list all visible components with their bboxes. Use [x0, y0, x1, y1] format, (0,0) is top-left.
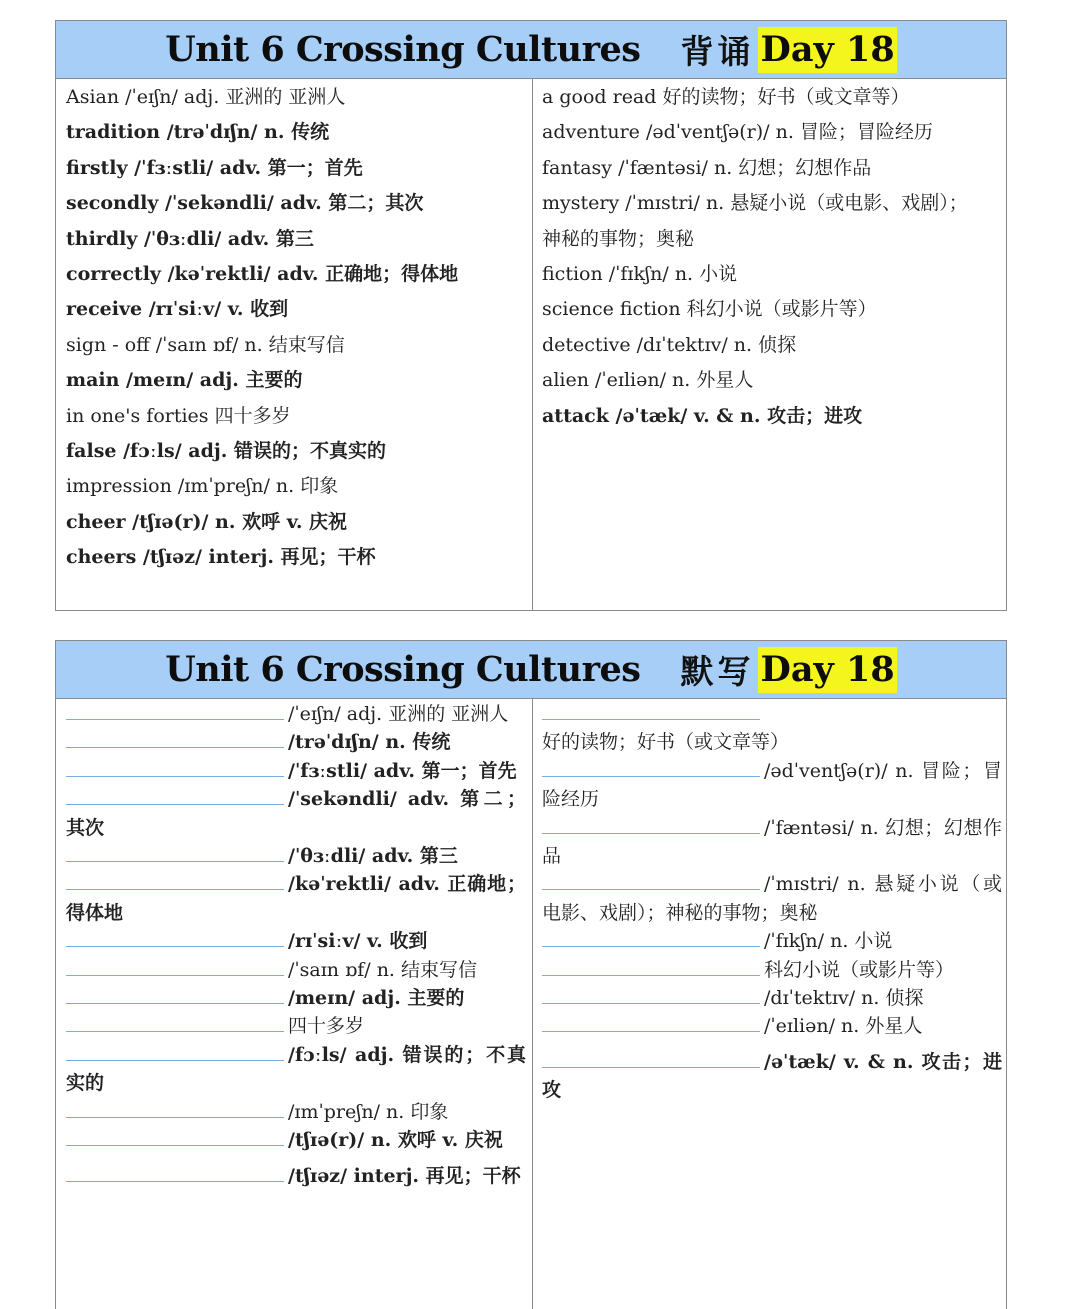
- dictation-hint: /ˈmɪstri/ n. 悬疑小说（或电影、戏剧）；神秘的事物；奥秘: [542, 873, 1002, 924]
- vocab-entry: thirdly /ˈθɜːdli/ adv. 第三: [66, 227, 314, 250]
- dictation-entry: [542, 700, 1002, 757]
- dictation-hint: /ˈsekəndli/ adv. 第二；其次: [66, 788, 526, 839]
- vocab-entry: fantasy /ˈfæntəsi/ n. 幻想；幻想作品: [542, 156, 872, 179]
- dictation-header: [56, 641, 1006, 699]
- dictation-hint: /ədˈventʃə(r)/ n. 冒险；冒险经历: [542, 759, 1002, 811]
- vocab-entry: alien /ˈeɪliən/ n. 外星人: [542, 369, 754, 392]
- vocab-entry: tradition /trəˈdɪʃn/ n. 传统: [66, 121, 330, 144]
- answer-blank[interactable]: [66, 1130, 284, 1146]
- dictation-left-column: [66, 699, 526, 1190]
- dictation-entry: [542, 1048, 1002, 1105]
- vocab-entry: cheer /tʃɪə(r)/ n. 欢呼 v. 庆祝: [66, 510, 348, 533]
- dictation-hint: /ˈθɜːdli/ adv. 第三: [288, 845, 458, 868]
- vocab-entry: main /meɪn/ adj. 主要的: [66, 369, 303, 392]
- unit-title: Unit 6 Crossing Cultures: [165, 29, 641, 70]
- dictation-entry: [542, 984, 1002, 1012]
- dictation-hint: /rɪˈsiːv/ v. 收到: [288, 930, 428, 953]
- dictation-entry: [66, 728, 526, 756]
- unit-title: Unit 6 Crossing Cultures: [165, 649, 641, 690]
- answer-blank[interactable]: [542, 704, 760, 720]
- dictation-entry: [66, 1126, 526, 1154]
- dictation-entry: [66, 984, 526, 1012]
- answer-blank[interactable]: [66, 1102, 284, 1118]
- answer-blank[interactable]: [66, 761, 284, 777]
- vocab-entry: false /fɔːls/ adj. 错误的；不真实的: [66, 439, 386, 462]
- answer-blank[interactable]: [542, 960, 760, 976]
- answer-blank[interactable]: [66, 789, 284, 805]
- vocab-entry: receive /rɪˈsiːv/ v. 收到: [66, 298, 289, 321]
- answer-blank[interactable]: [66, 1045, 284, 1061]
- dictation-entry: [66, 842, 526, 870]
- vocab-entry: firstly /ˈfɜːstli/ adv. 第一；首先: [66, 156, 363, 179]
- dictation-entry: [542, 1012, 1002, 1040]
- answer-blank[interactable]: [66, 846, 284, 862]
- dictation-entry: [542, 814, 1002, 871]
- dictation-entry: [66, 1012, 526, 1040]
- day-badge: Day 18: [758, 27, 896, 73]
- answer-blank[interactable]: [542, 761, 760, 777]
- dictation-entry: [542, 956, 1002, 984]
- dictation-hint: /kəˈrektli/ adv. 正确地；得体地: [66, 873, 526, 924]
- recite-right-column: [542, 79, 1002, 434]
- recite-card: [55, 20, 1007, 611]
- dictation-hint: /meɪn/ adj. 主要的: [288, 987, 465, 1010]
- dictation-entry: [66, 700, 526, 728]
- answer-blank[interactable]: [66, 732, 284, 748]
- dictation-hint: /tʃɪə(r)/ n. 欢呼 v. 庆祝: [288, 1129, 503, 1152]
- vocab-entry: impression /ɪmˈpreʃn/ n. 印象: [66, 475, 339, 498]
- dictation-hint: /ˈfɪkʃn/ n. 小说: [764, 930, 893, 953]
- answer-blank[interactable]: [66, 704, 284, 720]
- dictation-entry: [66, 785, 526, 842]
- dictation-columns: [56, 699, 1006, 1309]
- recite-header: [56, 21, 1006, 79]
- dictation-entry: [66, 757, 526, 785]
- vocab-entry: cheers /tʃɪəz/ interj. 再见；干杯: [66, 546, 376, 569]
- answer-blank[interactable]: [66, 1166, 284, 1182]
- recite-left-column: [66, 79, 526, 575]
- dictation-hint: 四十多岁: [288, 1015, 365, 1038]
- recite-columns: [56, 79, 1006, 610]
- dictation-hint: /tʃɪəz/ interj. 再见；干杯: [288, 1164, 521, 1187]
- column-divider: [532, 79, 533, 610]
- dictation-entry: [542, 927, 1002, 955]
- dictation-hint: /ɪmˈpreʃn/ n. 印象: [288, 1100, 449, 1123]
- dictation-entry: [542, 757, 1002, 814]
- dictation-hint: /dɪˈtektɪv/ n. 侦探: [764, 987, 924, 1010]
- dictation-hint: /ˈfɜːstli/ adv. 第一；首先: [288, 759, 517, 782]
- answer-blank[interactable]: [66, 960, 284, 976]
- vocab-entry: attack /əˈtæk/ v. & n. 攻击；进攻: [542, 404, 863, 427]
- vocab-entry: secondly /ˈsekəndli/ adv. 第二；其次: [66, 192, 424, 215]
- answer-blank[interactable]: [66, 931, 284, 947]
- dictation-entry: [66, 1098, 526, 1126]
- answer-blank[interactable]: [542, 931, 760, 947]
- answer-blank[interactable]: [66, 1016, 284, 1032]
- dictation-entry: [542, 870, 1002, 927]
- dictation-right-column: [542, 699, 1002, 1105]
- vocab-entry: in one's forties 四十多岁: [66, 404, 291, 427]
- vocab-entry: 神秘的事物；奥秘: [542, 227, 695, 250]
- vocab-entry: a good read 好的读物；好书（或文章等）: [542, 86, 910, 108]
- dictation-label: 默写: [680, 652, 755, 691]
- answer-blank[interactable]: [542, 1016, 760, 1032]
- dictation-hint: 科幻小说（或影片等）: [764, 958, 955, 981]
- vocab-entry: science fiction 科幻小说（或影片等）: [542, 298, 877, 321]
- answer-blank[interactable]: [66, 988, 284, 1004]
- dictation-hint: /ˈeɪliən/ n. 外星人: [764, 1015, 923, 1038]
- dictation-hint: /trəˈdɪʃn/ n. 传统: [288, 731, 451, 754]
- answer-blank[interactable]: [542, 1052, 760, 1068]
- vocab-entry: fiction /ˈfɪkʃn/ n. 小说: [542, 262, 738, 285]
- dictation-hint: /əˈtæk/ v. & n. 攻击；进攻: [542, 1050, 1002, 1102]
- dictation-entry: [66, 1041, 526, 1098]
- dictation-hint: 好的读物；好书（或文章等）: [542, 731, 790, 754]
- answer-blank[interactable]: [542, 818, 760, 834]
- dictation-hint: /fɔːls/ adj. 错误的；不真实的: [66, 1043, 526, 1095]
- dictation-hint: /ˈsaɪn ɒf/ n. 结束写信: [288, 958, 478, 981]
- column-divider: [532, 699, 533, 1309]
- recite-label: 背诵: [680, 32, 755, 71]
- dictation-entry: [66, 956, 526, 984]
- recite-right-list: [542, 80, 1002, 434]
- dictation-entry: [66, 870, 526, 927]
- dictation-entry: [66, 927, 526, 955]
- recite-left-list: [66, 80, 526, 575]
- vocab-entry: correctly /kəˈrektli/ adv. 正确地；得体地: [66, 262, 459, 285]
- dictation-card: [55, 640, 1007, 1309]
- dictation-hint: /ˈfæntəsi/ n. 幻想；幻想作品: [542, 816, 1002, 868]
- answer-blank[interactable]: [542, 874, 760, 890]
- vocab-entry: detective /dɪˈtektɪv/ n. 侦探: [542, 333, 797, 356]
- answer-blank[interactable]: [542, 988, 760, 1004]
- dictation-entry: [66, 1162, 526, 1190]
- answer-blank[interactable]: [66, 874, 284, 890]
- vocab-entry: adventure /ədˈventʃə(r)/ n. 冒险；冒险经历: [542, 121, 933, 144]
- vocab-entry: Asian /ˈeɪʃn/ adj. 亚洲的 亚洲人: [66, 86, 346, 108]
- day-badge: Day 18: [758, 647, 896, 693]
- vocab-entry: mystery /ˈmɪstri/ n. 悬疑小说（或电影、戏剧）；: [542, 192, 968, 215]
- vocab-entry: sign - off /ˈsaɪn ɒf/ n. 结束写信: [66, 333, 345, 356]
- dictation-hint: /ˈeɪʃn/ adj. 亚洲的 亚洲人: [288, 703, 509, 725]
